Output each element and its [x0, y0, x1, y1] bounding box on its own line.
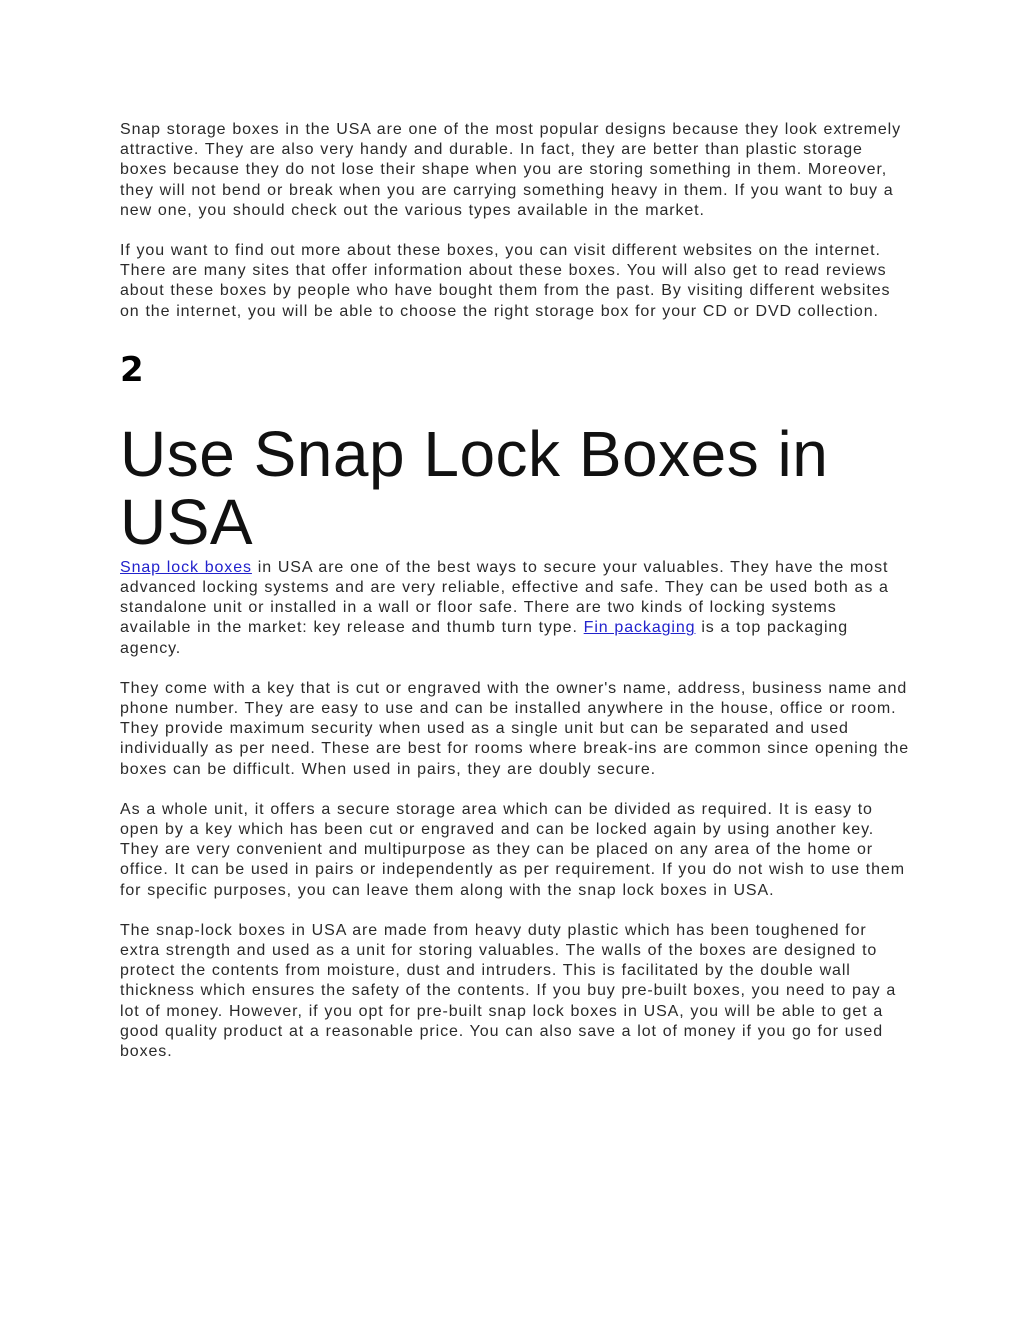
section-number: 2	[120, 349, 144, 390]
snap-lock-boxes-link[interactable]: Snap lock boxes	[120, 558, 252, 576]
section-paragraph-1-text-1: in USA are one of the best ways to secure your valuables. They have the most advanced locking systems and are very reliable, effective and safe. They can be used both as a standalone unit or installed in a wall or floor safe. There are two kinds of locking systems available in the market: key release and thumb turn type.	[120, 558, 889, 637]
section-paragraph-1	[120, 558, 910, 659]
section-title: Use Snap Lock Boxes in USA	[120, 417, 829, 558]
intro-paragraph-1: Snap storage boxes in the USA are one of the most popular designs because they look extremely attractive. They are also very handy and durable. In fact, they are better than plastic storage boxes because they do not lose their shape when you are storing something in them. Moreover, they will not bend or break when you are carrying something heavy in them. If you want to buy a new one, you should check out the various types available in the market.	[120, 121, 902, 219]
fin-packaging-link[interactable]: Fin packaging	[583, 619, 696, 637]
section-paragraph-2: They come with a key that is cut or engraved with the owner's name, address, business name and phone number. They are easy to use and can be installed anywhere in the house, office or room. They provide maximum security when used as a single unit but can be separated and used individually as per need. These are best for rooms where break-ins are common since opening the boxes can be difficult. When used in pairs, they are doubly secure.	[120, 679, 910, 778]
section-paragraph-1-text-2: is a top packaging agency.	[120, 619, 849, 657]
intro-paragraph-2: If you want to find out more about these boxes, you can visit different websites on the internet. There are many sites that offer information about these boxes. You will also get to read reviews about these boxes by people who have bought them from the past. By visiting different websites on the internet, you will be able to choose the right storage box for your CD or DVD collection.	[120, 242, 891, 320]
document-page	[120, 120, 910, 1082]
section-paragraph-4: The snap-lock boxes in USA are made from heavy duty plastic which has been toughened for extra strength and used as a unit for storing valuables. The walls of the boxes are designed to protect the contents from moisture, dust and intruders. This is facilitated by the double wall thickness which ensures the safety of the contents. If you buy pre-built boxes, you need to pay a lot of money. However, if you opt for pre-built snap lock boxes in USA, you will be able to get a good quality product at a reasonable price. You can also save a lot of money if you go for used boxes.	[120, 921, 897, 1061]
section-paragraph-3: As a whole unit, it offers a secure storage area which can be divided as required. It is easy to open by a key which has been cut or engraved and can be locked again by using another key. They are very convenient and multipurpose as they can be placed on any area of the home or office. It can be used in pairs or independently as per requirement. If you do not wish to use them for specific purposes, you can leave them along with the snap lock boxes in USA.	[120, 800, 905, 899]
